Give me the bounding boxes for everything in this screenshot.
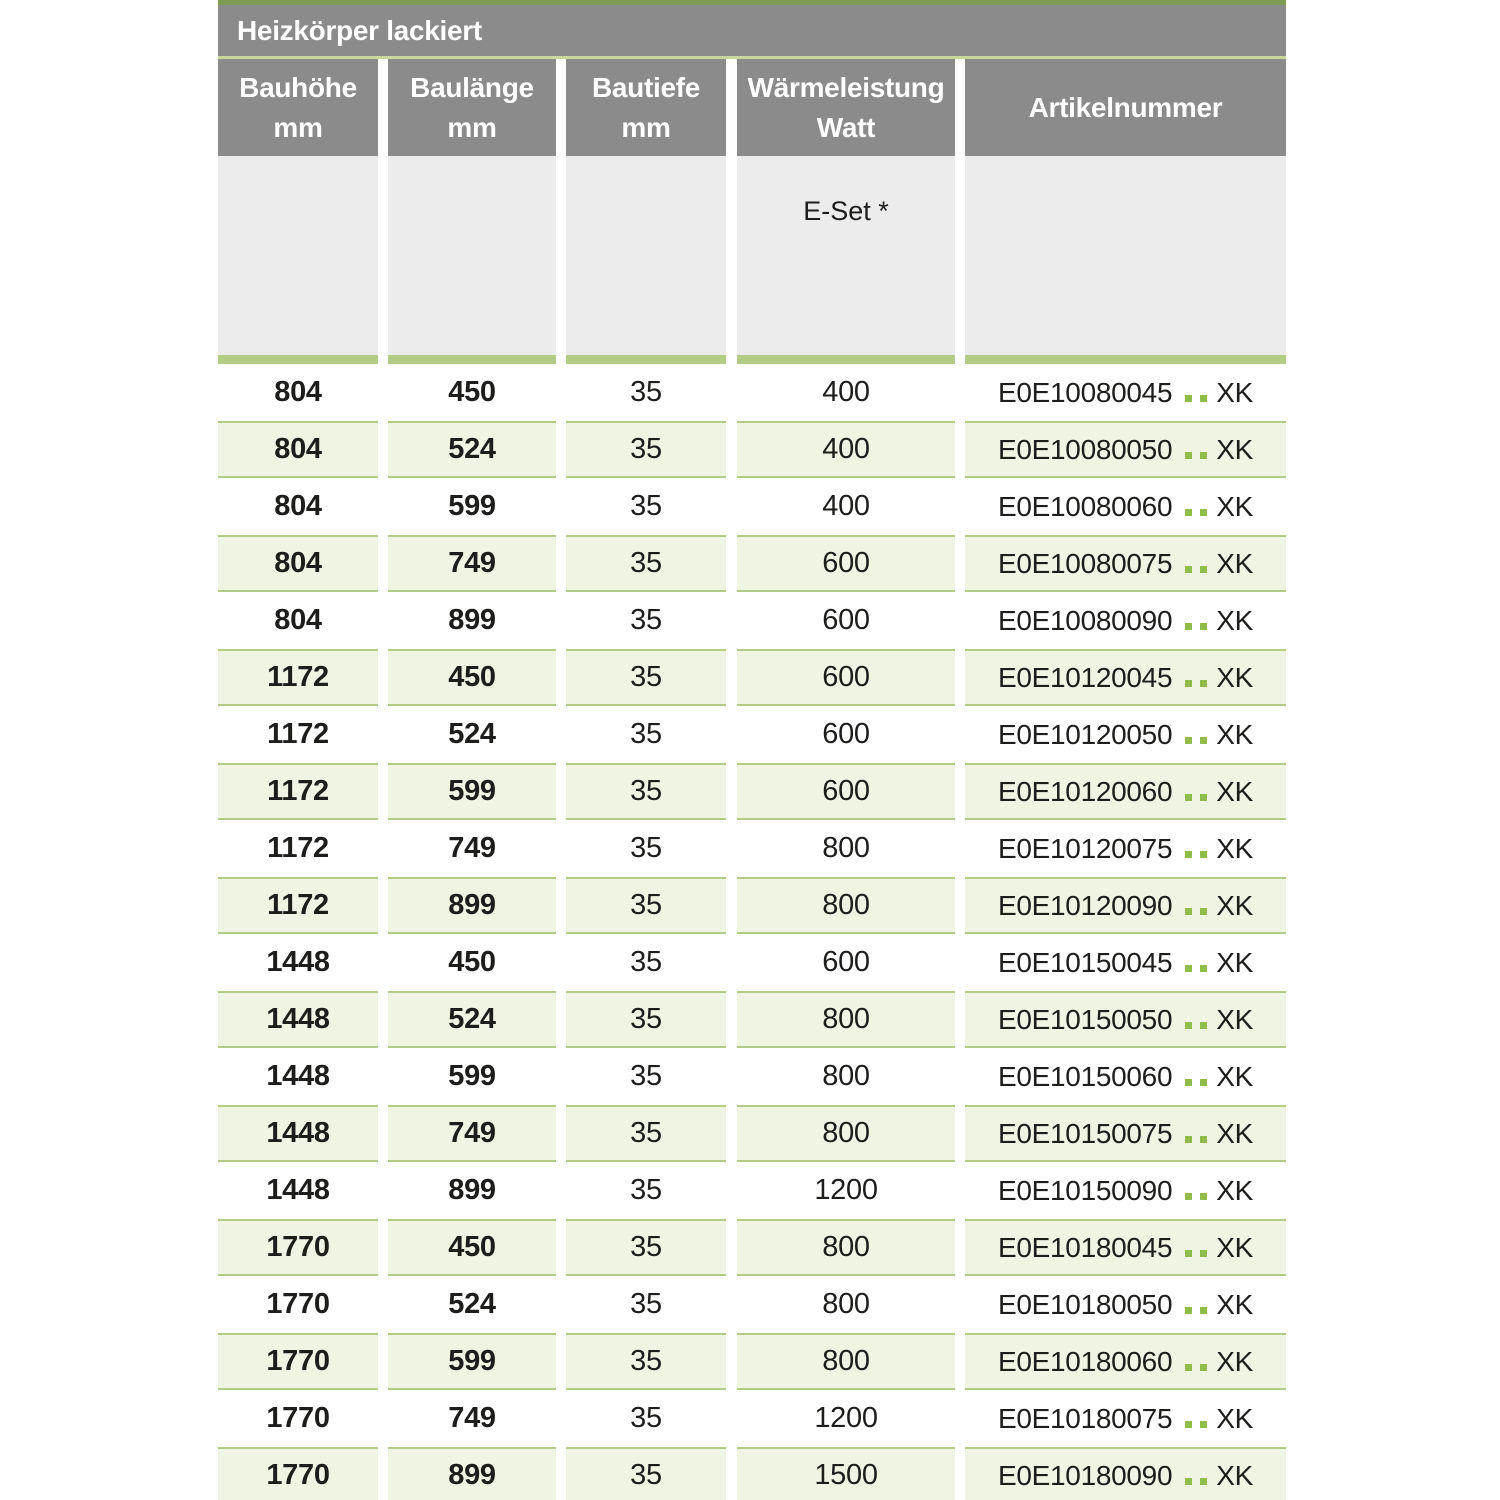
cell-bauhoehe: 1172 (267, 832, 329, 864)
artikel-suffix: XK (1216, 946, 1253, 978)
cell-artikelnummer (965, 1333, 1286, 1390)
cell-bauhoehe: 1448 (266, 1174, 330, 1206)
artikel-suffix: XK (1216, 661, 1253, 693)
column-header-waermeleistung (737, 59, 955, 156)
cell-bauhoehe: 1172 (218, 649, 378, 706)
column-header-unit: mm (621, 111, 671, 143)
column-header-baulaenge (388, 59, 556, 156)
column-header-label: Wärmeleistung (747, 71, 945, 103)
cell-watt: 800 (737, 877, 955, 934)
artikel-suffix: XK (1216, 775, 1253, 807)
cell-bauhoehe: 804 (218, 421, 378, 478)
subheader-artikelnummer (965, 156, 1286, 355)
cell-bautiefe: 35 (630, 1174, 662, 1206)
artikel-prefix: E0E10080060 (998, 490, 1173, 522)
cell-artikelnummer (965, 763, 1286, 820)
artikel-suffix: XK (1216, 1288, 1253, 1320)
cell-artikelnummer (965, 1390, 1286, 1447)
placeholder-dot-icon (1185, 1022, 1192, 1029)
cell-baulaenge: 524 (388, 991, 556, 1048)
table-row (218, 877, 1286, 934)
placeholder-dot-icon (1185, 1250, 1192, 1257)
cell-artikelnummer (965, 535, 1286, 592)
table-row (218, 763, 1286, 820)
placeholder-dot-icon (1200, 737, 1207, 744)
cell-watt: 400 (822, 490, 870, 522)
cell-baulaenge: 524 (448, 718, 496, 750)
table-title-bar (218, 5, 1286, 56)
table-row (218, 820, 1286, 877)
cell-artikelnummer (965, 421, 1286, 478)
cell-watt: 800 (737, 1219, 955, 1276)
cell-artikelnummer (965, 877, 1286, 934)
placeholder-dot-icon (1200, 623, 1207, 630)
artikel-prefix: E0E10150045 (998, 946, 1173, 978)
placeholder-dot-icon (1200, 452, 1207, 459)
artikel-prefix: E0E10080075 (998, 547, 1173, 579)
cell-bauhoehe: 804 (274, 490, 322, 522)
artikel-prefix: E0E10150090 (998, 1174, 1173, 1206)
placeholder-dot-icon (1200, 908, 1207, 915)
cell-watt: 800 (822, 832, 870, 864)
green-separator (218, 355, 1286, 364)
table-row (218, 706, 1286, 763)
artikel-prefix: E0E10120075 (998, 832, 1173, 864)
placeholder-dot-icon (1200, 1421, 1207, 1428)
placeholder-dot-icon (1185, 395, 1192, 402)
cell-baulaenge: 599 (388, 763, 556, 820)
placeholder-dot-icon (1185, 1079, 1192, 1086)
cell-watt: 600 (822, 604, 870, 636)
artikel-suffix: XK (1216, 604, 1253, 636)
artikel-suffix: XK (1216, 547, 1253, 579)
placeholder-dot-icon (1185, 908, 1192, 915)
eset-label: E-Set * (803, 196, 889, 226)
cell-artikelnummer (965, 592, 1286, 649)
artikel-suffix: XK (1216, 1174, 1253, 1206)
cell-artikelnummer (965, 1276, 1286, 1333)
table-row (218, 1276, 1286, 1333)
artikel-suffix: XK (1216, 490, 1253, 522)
cell-bautiefe: 35 (630, 376, 662, 408)
cell-watt: 600 (822, 946, 870, 978)
cell-bauhoehe: 804 (274, 376, 322, 408)
artikel-prefix: E0E10120045 (998, 661, 1173, 693)
table-row (218, 1447, 1286, 1500)
table-row (218, 934, 1286, 991)
artikel-suffix: XK (1216, 1003, 1253, 1035)
cell-bautiefe: 35 (630, 1060, 662, 1092)
cell-watt: 400 (822, 376, 870, 408)
placeholder-dot-icon (1200, 509, 1207, 516)
artikel-prefix: E0E10180045 (998, 1231, 1173, 1263)
placeholder-dot-icon (1200, 395, 1207, 402)
placeholder-dot-icon (1200, 680, 1207, 687)
placeholder-dot-icon (1185, 965, 1192, 972)
cell-bauhoehe: 1448 (218, 991, 378, 1048)
cell-watt: 400 (737, 421, 955, 478)
artikel-prefix: E0E10080045 (998, 376, 1173, 408)
column-header-label: Artikelnummer (1028, 91, 1223, 123)
placeholder-dot-icon (1200, 1022, 1207, 1029)
artikel-suffix: XK (1216, 1345, 1253, 1377)
cell-bautiefe: 35 (630, 1288, 662, 1320)
table-row (218, 1219, 1286, 1276)
cell-bauhoehe: 1448 (266, 1060, 330, 1092)
cell-baulaenge: 749 (388, 1105, 556, 1162)
cell-artikelnummer (965, 364, 1286, 421)
artikel-prefix: E0E10150075 (998, 1117, 1173, 1149)
artikel-suffix: XK (1216, 889, 1253, 921)
cell-baulaenge: 599 (388, 1333, 556, 1390)
cell-watt: 600 (737, 535, 955, 592)
placeholder-dot-icon (1200, 1307, 1207, 1314)
placeholder-dot-icon (1200, 1364, 1207, 1371)
cell-artikelnummer (965, 1219, 1286, 1276)
placeholder-dot-icon (1185, 1364, 1192, 1371)
cell-baulaenge: 450 (388, 649, 556, 706)
column-header-label: Bauhöhe (239, 71, 357, 103)
artikel-prefix: E0E10180090 (998, 1459, 1173, 1491)
cell-bautiefe: 35 (566, 1219, 726, 1276)
placeholder-dot-icon (1185, 1421, 1192, 1428)
cell-baulaenge: 749 (448, 1402, 496, 1434)
cell-artikelnummer (965, 934, 1286, 991)
placeholder-dot-icon (1200, 566, 1207, 573)
cell-baulaenge: 450 (388, 1219, 556, 1276)
cell-bauhoehe: 804 (218, 535, 378, 592)
placeholder-dot-icon (1200, 1136, 1207, 1143)
cell-bautiefe: 35 (566, 1105, 726, 1162)
cell-watt: 800 (822, 1288, 870, 1320)
cell-baulaenge: 450 (448, 946, 496, 978)
placeholder-dot-icon (1200, 851, 1207, 858)
table-row (218, 1333, 1286, 1390)
placeholder-dot-icon (1185, 737, 1192, 744)
cell-bautiefe: 35 (566, 877, 726, 934)
artikel-prefix: E0E10180060 (998, 1345, 1173, 1377)
artikel-suffix: XK (1216, 1060, 1253, 1092)
cell-baulaenge: 899 (388, 877, 556, 934)
cell-artikelnummer (965, 820, 1286, 877)
artikel-suffix: XK (1216, 376, 1253, 408)
cell-bauhoehe: 1770 (266, 1402, 330, 1434)
table-row (218, 649, 1286, 706)
table-row (218, 535, 1286, 592)
artikel-prefix: E0E10180075 (998, 1402, 1173, 1434)
artikel-prefix: E0E10120050 (998, 718, 1173, 750)
placeholder-dot-icon (1185, 1478, 1192, 1485)
cell-baulaenge: 524 (448, 1288, 496, 1320)
placeholder-dot-icon (1200, 1079, 1207, 1086)
cell-bauhoehe: 1448 (218, 1105, 378, 1162)
cell-bautiefe: 35 (630, 946, 662, 978)
cell-bautiefe: 35 (630, 832, 662, 864)
artikel-prefix: E0E10120090 (998, 889, 1173, 921)
cell-bautiefe: 35 (630, 604, 662, 636)
cell-bautiefe: 35 (630, 718, 662, 750)
artikel-prefix: E0E10080050 (998, 433, 1173, 465)
cell-bautiefe: 35 (630, 490, 662, 522)
placeholder-dot-icon (1185, 1307, 1192, 1314)
placeholder-dot-icon (1185, 566, 1192, 573)
artikel-prefix: E0E10150050 (998, 1003, 1173, 1035)
table-row (218, 478, 1286, 535)
placeholder-dot-icon (1185, 851, 1192, 858)
table-row (218, 991, 1286, 1048)
cell-bautiefe: 35 (566, 763, 726, 820)
cell-baulaenge: 749 (448, 832, 496, 864)
placeholder-dot-icon (1185, 794, 1192, 801)
cell-watt: 1200 (814, 1402, 878, 1434)
cell-artikelnummer (965, 1048, 1286, 1105)
table-row (218, 1390, 1286, 1447)
cell-watt: 600 (822, 718, 870, 750)
placeholder-dot-icon (1200, 1250, 1207, 1257)
cell-artikelnummer (965, 1162, 1286, 1219)
cell-bauhoehe: 1770 (218, 1219, 378, 1276)
cell-bauhoehe: 804 (274, 604, 322, 636)
column-header-unit: mm (273, 111, 323, 143)
column-header-row (218, 59, 1286, 156)
cell-bautiefe: 35 (566, 535, 726, 592)
column-header-unit: mm (447, 111, 497, 143)
cell-artikelnummer (965, 706, 1286, 763)
cell-artikelnummer (965, 991, 1286, 1048)
subheader-baulaenge (388, 156, 556, 355)
cell-bautiefe: 35 (566, 649, 726, 706)
cell-baulaenge: 749 (388, 535, 556, 592)
cell-bauhoehe: 1448 (266, 946, 330, 978)
table-row (218, 1162, 1286, 1219)
cell-baulaenge: 524 (388, 421, 556, 478)
placeholder-dot-icon (1185, 680, 1192, 687)
table-row (218, 1048, 1286, 1105)
artikel-suffix: XK (1216, 1117, 1253, 1149)
cell-watt: 800 (737, 1105, 955, 1162)
artikel-suffix: XK (1216, 832, 1253, 864)
cell-bauhoehe: 1770 (218, 1333, 378, 1390)
cell-watt: 800 (737, 991, 955, 1048)
table-row (218, 592, 1286, 649)
placeholder-dot-icon (1185, 452, 1192, 459)
artikel-prefix: E0E10150060 (998, 1060, 1173, 1092)
placeholder-dot-icon (1200, 794, 1207, 801)
cell-watt: 600 (737, 763, 955, 820)
artikel-suffix: XK (1216, 1459, 1253, 1491)
subheader-eset (737, 156, 955, 355)
cell-bautiefe: 35 (566, 1333, 726, 1390)
placeholder-dot-icon (1200, 1193, 1207, 1200)
product-table (218, 0, 1286, 1500)
artikel-suffix: XK (1216, 433, 1253, 465)
column-header-artikelnummer (965, 59, 1286, 156)
cell-baulaenge: 899 (448, 1174, 496, 1206)
cell-artikelnummer (965, 1447, 1286, 1500)
cell-baulaenge: 599 (448, 1060, 496, 1092)
cell-watt: 800 (822, 1060, 870, 1092)
table-row (218, 364, 1286, 421)
column-header-label: Bautiefe (591, 71, 701, 103)
placeholder-dot-icon (1185, 1193, 1192, 1200)
cell-watt: 800 (737, 1333, 955, 1390)
cell-watt: 1200 (814, 1174, 878, 1206)
artikel-prefix: E0E10180050 (998, 1288, 1173, 1320)
artikel-suffix: XK (1216, 1402, 1253, 1434)
subheader-row (218, 156, 1286, 355)
placeholder-dot-icon (1200, 1478, 1207, 1485)
cell-artikelnummer (965, 1105, 1286, 1162)
artikel-prefix: E0E10080090 (998, 604, 1173, 636)
cell-bautiefe: 35 (566, 1447, 726, 1500)
cell-bauhoehe: 1172 (267, 718, 329, 750)
cell-bauhoehe: 1770 (218, 1447, 378, 1500)
cell-baulaenge: 450 (448, 376, 496, 408)
cell-baulaenge: 599 (448, 490, 496, 522)
cell-bauhoehe: 1770 (266, 1288, 330, 1320)
placeholder-dot-icon (1185, 1136, 1192, 1143)
cell-bautiefe: 35 (566, 991, 726, 1048)
artikel-prefix: E0E10120060 (998, 775, 1173, 807)
cell-bautiefe: 35 (566, 421, 726, 478)
cell-artikelnummer (965, 478, 1286, 535)
cell-artikelnummer (965, 649, 1286, 706)
cell-baulaenge: 899 (448, 604, 496, 636)
subheader-bautiefe (566, 156, 726, 355)
artikel-suffix: XK (1216, 718, 1253, 750)
column-header-bauhoehe (218, 59, 378, 156)
cell-watt: 600 (737, 649, 955, 706)
table-body (218, 364, 1286, 1500)
placeholder-dot-icon (1185, 623, 1192, 630)
cell-bautiefe: 35 (630, 1402, 662, 1434)
column-header-bautiefe (566, 59, 726, 156)
placeholder-dot-icon (1200, 965, 1207, 972)
cell-watt: 1500 (737, 1447, 955, 1500)
subheader-bauhoehe (218, 156, 378, 355)
artikel-suffix: XK (1216, 1231, 1253, 1263)
placeholder-dot-icon (1185, 509, 1192, 516)
cell-baulaenge: 899 (388, 1447, 556, 1500)
table-row (218, 421, 1286, 478)
column-header-label: Baulänge (410, 71, 534, 103)
column-header-unit: Watt (816, 111, 876, 143)
cell-bauhoehe: 1172 (218, 763, 378, 820)
table-row (218, 1105, 1286, 1162)
table-title: Heizkörper lackiert (237, 14, 482, 46)
cell-bauhoehe: 1172 (218, 877, 378, 934)
